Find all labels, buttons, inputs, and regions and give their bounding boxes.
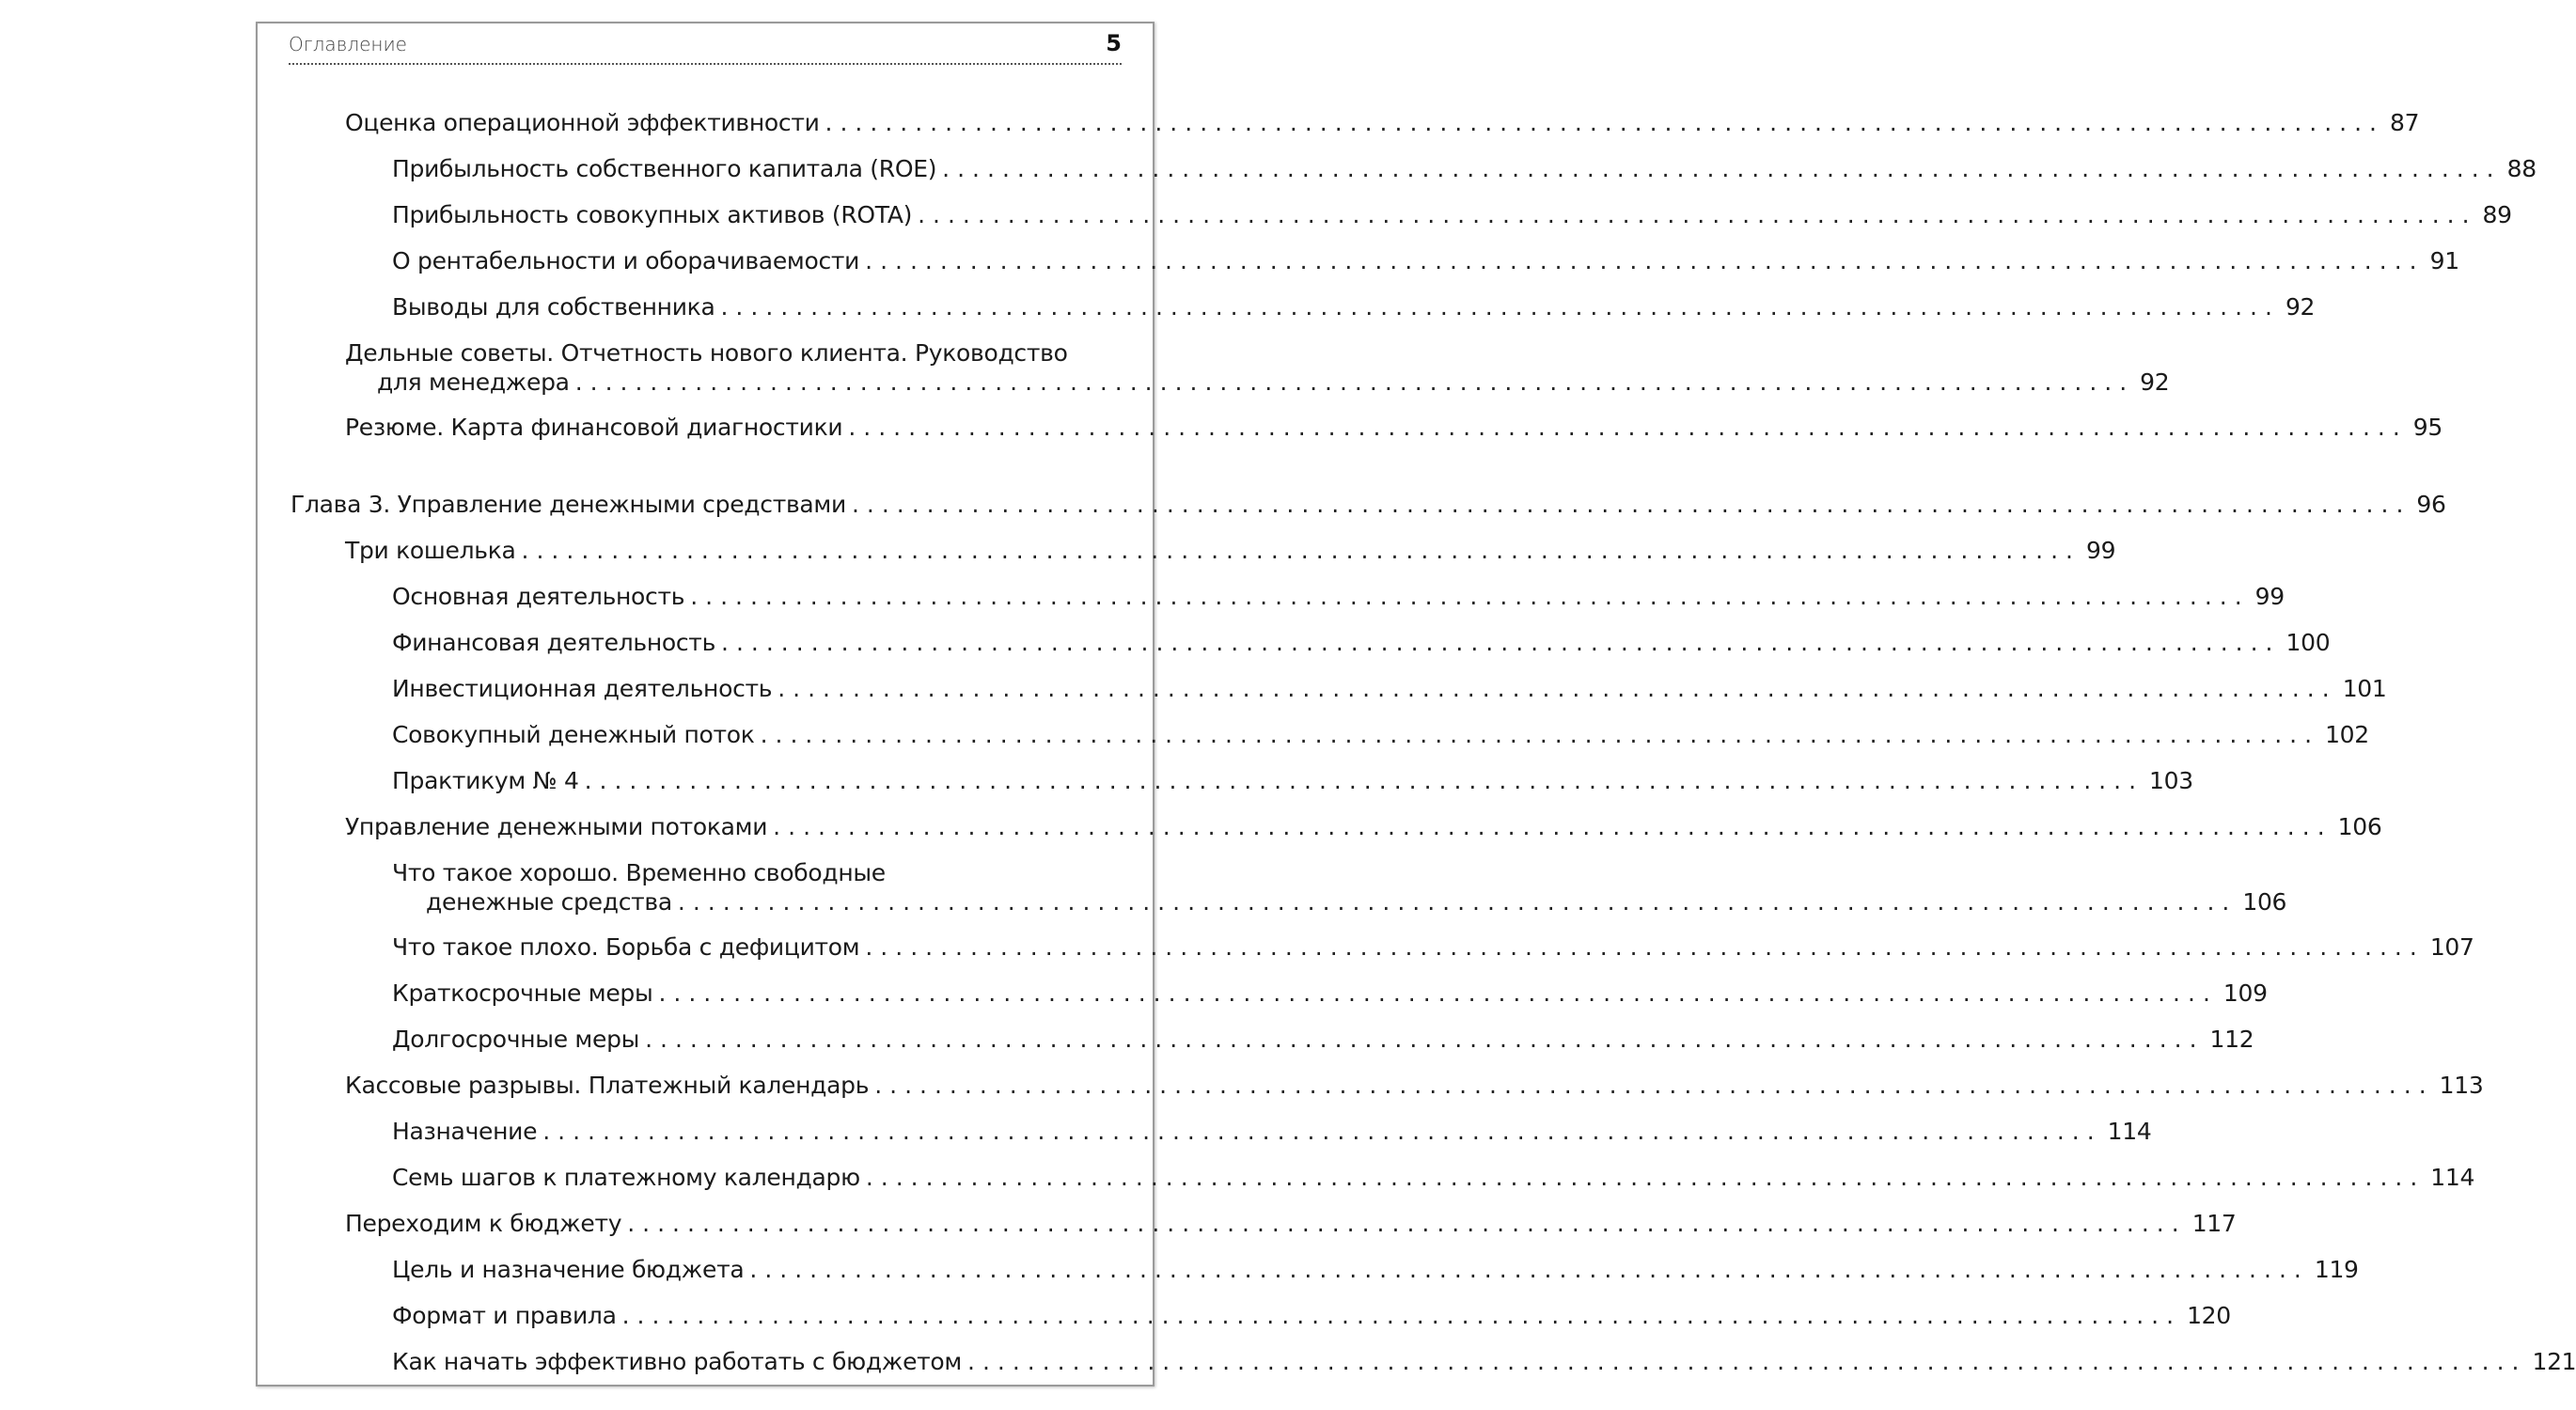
dot-leader: ........................................................................................................ — [778, 675, 2337, 702]
toc-entry-title: Семь шагов к платежному календарю — [392, 1164, 860, 1191]
toc-entry — [345, 338, 2170, 397]
toc-entry-page: 114 — [2430, 1164, 2475, 1191]
toc-entry-page: 106 — [2337, 813, 2382, 840]
toc-entry — [392, 858, 2287, 916]
toc-entry-page: 113 — [2439, 1072, 2484, 1099]
toc-entry-page: 100 — [2285, 629, 2331, 656]
dot-leader: ........................................................................................................ — [874, 1072, 2434, 1099]
toc-entry-page: 95 — [2412, 414, 2443, 441]
toc-entry-page: 88 — [2506, 155, 2537, 182]
dot-leader: ........................................................................................................ — [574, 368, 2135, 396]
toc-entry-page: 119 — [2314, 1256, 2359, 1283]
toc-entry-page: 121 — [2532, 1348, 2576, 1375]
toc-entry — [392, 154, 2537, 183]
toc-entry-title: Долгосрочные меры — [392, 1026, 640, 1053]
header-title: Оглавление — [289, 33, 407, 55]
toc-entry-title: Прибыльность собственного капитала (ROE) — [392, 155, 937, 182]
toc-entry — [345, 1071, 2484, 1100]
header-page-number: 5 — [1106, 30, 1122, 56]
toc-entry-title: Что такое плохо. Борьба с дефицитом — [392, 933, 860, 961]
toc-entry-title: Формат и правила — [392, 1302, 617, 1329]
toc-entry-page: 120 — [2187, 1302, 2231, 1329]
toc-entry-page: 106 — [2242, 888, 2287, 916]
toc-entry-title: Переходим к бюджету — [345, 1210, 622, 1237]
toc-entry-title-continued: денежные средства — [426, 888, 672, 916]
dot-leader: ........................................................................................................ — [851, 491, 2411, 518]
dot-leader: ........................................................................................................ — [645, 1026, 2205, 1053]
dot-leader: ........................................................................................................ — [627, 1210, 2187, 1237]
toc-entry-title: О рентабельности и оборачиваемости — [392, 247, 860, 274]
toc-entry — [392, 932, 2474, 962]
toc-entry-page: 117 — [2191, 1210, 2237, 1237]
toc-entry-title: Краткосрочные меры — [392, 979, 653, 1007]
toc-entry — [345, 812, 2382, 841]
dot-leader: ........................................................................................................ — [721, 629, 2281, 656]
toc-entry — [392, 674, 2387, 703]
toc-entry-title: Оценка операционной эффективности — [345, 109, 820, 136]
toc-entry-title: Выводы для собственника — [392, 293, 715, 321]
dot-leader: ........................................................................................................ — [773, 813, 2333, 840]
toc-entry-title: Управление денежными потоками — [345, 813, 768, 840]
toc-entry-page: 87 — [2390, 109, 2420, 136]
toc-entry-page: 99 — [2254, 583, 2285, 610]
toc-entry-page: 112 — [2209, 1026, 2254, 1053]
toc-entry — [392, 766, 2193, 795]
dot-leader: ........................................................................................................ — [658, 979, 2218, 1007]
dot-leader: ........................................................................................................ — [584, 767, 2144, 794]
toc-entry — [392, 200, 2512, 229]
dot-leader: ........................................................................................................ — [749, 1256, 2309, 1283]
dot-leader: ........................................................................................................ — [621, 1302, 2182, 1329]
book-page — [256, 22, 2576, 1386]
toc-entry-page: 89 — [2482, 201, 2512, 228]
toc-entry-page: 99 — [2086, 537, 2116, 564]
dot-leader: ........................................................................................................ — [542, 1118, 2102, 1145]
toc-entry-title: Назначение — [392, 1118, 538, 1145]
dot-leader: ........................................................................................................ — [865, 933, 2425, 961]
toc-entry-page: 92 — [2140, 368, 2170, 396]
toc-entry-title: Как начать эффективно работать с бюджетом — [392, 1348, 962, 1375]
toc-entry-title: Прибыльность совокупных активов (ROTA) — [392, 201, 913, 228]
toc-entry — [392, 1117, 2152, 1146]
toc-entry — [392, 628, 2331, 657]
toc-entry-title: Инвестиционная деятельность — [392, 675, 773, 702]
toc-entry — [345, 536, 2116, 565]
toc-entry-title: Три кошелька — [345, 537, 516, 564]
dot-leader: ........................................................................................................ — [720, 293, 2280, 321]
toc-entry — [392, 246, 2459, 275]
toc-entry-title: Цель и назначение бюджета — [392, 1256, 745, 1283]
toc-entry — [392, 1301, 2231, 1330]
toc-entry — [392, 979, 2268, 1008]
dot-leader: ........................................................................................................ — [865, 247, 2425, 274]
toc-entry-title: Основная деятельность — [392, 583, 685, 610]
dot-leader: ........................................................................................................ — [690, 583, 2250, 610]
toc-entry — [392, 1255, 2359, 1284]
dot-leader: ........................................................................................................ — [521, 537, 2081, 564]
dot-leader: ........................................................................................................ — [825, 109, 2384, 136]
toc-entry-page: 103 — [2149, 767, 2193, 794]
toc-entry — [392, 292, 2316, 321]
toc-entry-page: 102 — [2325, 721, 2369, 748]
toc-entry — [345, 1209, 2237, 1238]
toc-entry-title: Что такое хорошо. Временно свободные — [392, 859, 886, 886]
toc-entry — [392, 1347, 2576, 1376]
toc-entry-title: Совокупный денежный поток — [392, 721, 755, 748]
dot-leader: ........................................................................................................ — [848, 414, 2408, 441]
toc-entry-page: 91 — [2429, 247, 2459, 274]
dot-leader: ........................................................................................................ — [942, 155, 2502, 182]
toc-entry — [392, 1025, 2254, 1054]
toc-entry-title: Финансовая деятельность — [392, 629, 716, 656]
toc-entry-page: 107 — [2429, 933, 2474, 961]
toc-entry-title: Дельные советы. Отчетность нового клиента. Руководство — [345, 339, 1068, 367]
dot-leader: ........................................................................................................ — [677, 888, 2238, 916]
dot-leader: ........................................................................................................ — [967, 1348, 2527, 1375]
toc-entry-page: 101 — [2342, 675, 2387, 702]
dot-leader: ........................................................................................................ — [760, 721, 2320, 748]
dot-leader: ........................................................................................................ — [865, 1164, 2426, 1191]
toc-entry-page: 109 — [2223, 979, 2268, 1007]
toc-entry-title: Кассовые разрывы. Платежный календарь — [345, 1072, 870, 1099]
dot-leader: ........................................................................................................ — [918, 201, 2477, 228]
toc-entry-title: Резюме. Карта финансовой диагностики — [345, 414, 843, 441]
toc-entry — [345, 108, 2420, 137]
toc-entry — [392, 1163, 2475, 1192]
toc-entry-title: Глава 3. Управление денежными средствами — [291, 491, 846, 518]
toc-chapter-entry — [291, 490, 2446, 519]
toc-entry-page: 92 — [2285, 293, 2316, 321]
toc-entry-page: 96 — [2416, 491, 2446, 518]
toc-entry — [392, 582, 2285, 611]
toc-entry — [345, 413, 2443, 442]
toc-entry-page: 114 — [2107, 1118, 2152, 1145]
toc-entry-title-continued: для менеджера — [377, 368, 570, 396]
toc-entry — [392, 720, 2369, 749]
running-header — [289, 30, 1122, 65]
toc-entry-title: Практикум № 4 — [392, 767, 579, 794]
